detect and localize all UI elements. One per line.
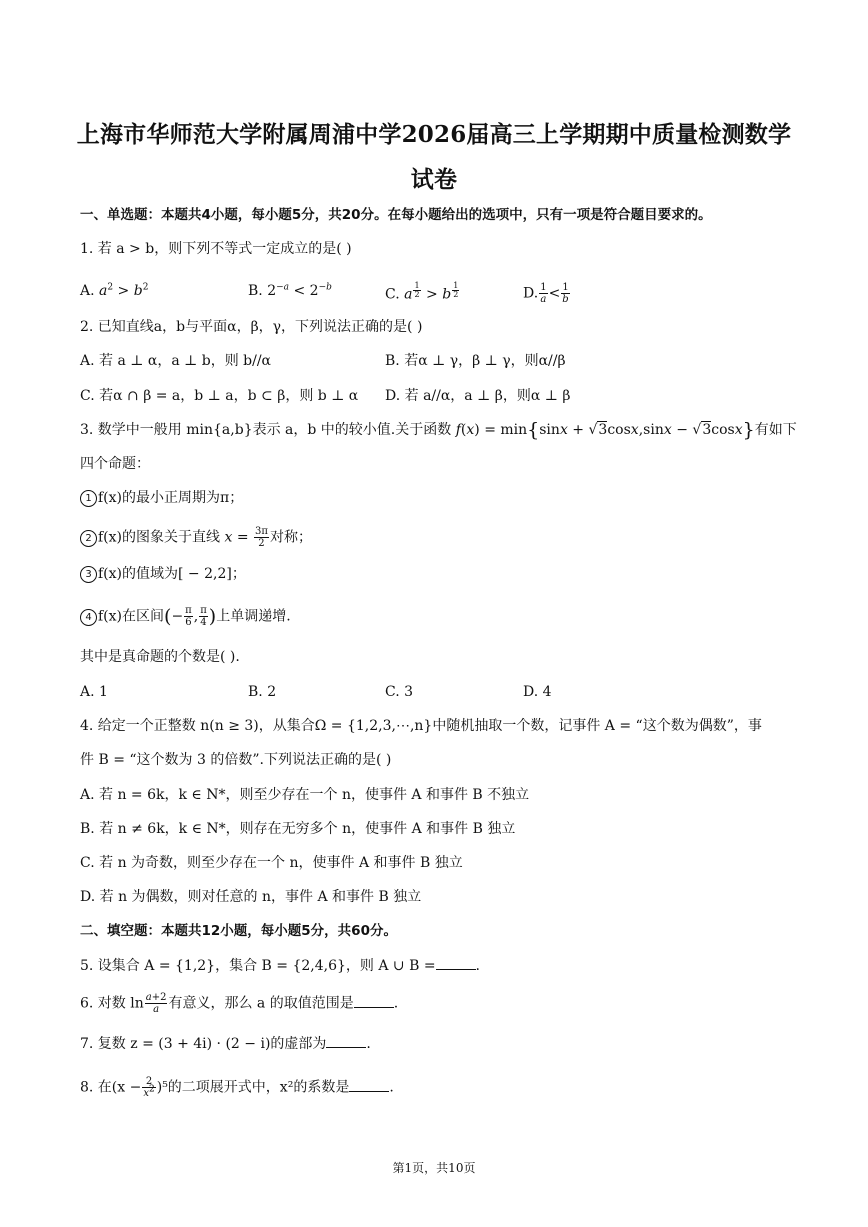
question-1-option-a: A. $a^2 > b^2$ (80, 282, 149, 299)
answer-blank (354, 994, 394, 1008)
page-title-continued: 试卷 (410, 166, 458, 193)
question-3-option-b: B. 2 (248, 684, 277, 700)
question-3-stem-continued: 四个命题： (80, 456, 150, 472)
question-4-option-d: D. 若 n 为偶数，则对任意的 n，事件 A 和事件 B 独立 (80, 889, 422, 905)
proposition-1: 1 f(x)的最小正周期为π； (80, 489, 243, 507)
question-3-ask: 其中是真命题的个数是( ). (80, 649, 240, 665)
question-8: 8. 在(x − $\frac{2}{x^2}$ )⁵的二项展开式中，x²的系数是 . (80, 1076, 394, 1099)
section-heading-single-choice: 一、单选题：本题共4小题，每小题5分，共20分。在每小题给出的选项中，只有一项是符合题目要求的。 (80, 207, 712, 223)
question-4-option-b: B. 若 n ≠ 6k，k ∈ N*，则存在无穷多个 n，使事件 A 和事件 B 独立 (80, 821, 516, 837)
question-1-option-c: C. a $^{\frac{1}{2}}$ > b $^{\frac{1}{2}}$ (385, 281, 459, 303)
proposition-2: 2 f(x)的图象关于直线 x = $\frac{3\pi}{2}$ 对称； (80, 526, 312, 549)
circled-three-icon: 3 (80, 566, 97, 583)
circled-two-icon: 2 (80, 530, 97, 547)
function-definition: f (455, 422, 461, 438)
question-2-option-b: B. 若α ⊥ γ，β ⊥ γ，则α//β (385, 353, 566, 369)
question-3-option-d: D. 4 (523, 684, 552, 700)
question-4-stem: 4. 给定一个正整数 n(n ≥ 3)，从集合Ω = {1,2,3,⋯,n}中随机抽取一个数，记事件 A = “这个数为偶数”，事 (80, 718, 762, 734)
question-4-option-a: A. 若 n = 6k，k ∈ N*，则至少存在一个 n，使事件 A 和事件 B 不独立 (80, 787, 530, 803)
answer-blank (326, 1034, 366, 1048)
question-5: 5. 设集合 A = {1,2}，集合 B = {2,4,6}，则 A ∪ B = . (80, 958, 480, 974)
question-1-stem: 1. 若 a > b，则下列不等式一定成立的是( ) (80, 241, 352, 257)
question-4-stem-continued: 件 B = “这个数为 3 的倍数”.下列说法正确的是( ) (80, 752, 392, 768)
question-7: 7. 复数 z = (3 + 4i) · (2 − i)的虚部为 . (80, 1036, 371, 1052)
question-2-option-c: C. 若α ∩ β = a，b ⊥ a，b ⊂ β，则 b ⊥ α (80, 388, 359, 404)
question-3-option-a: A. 1 (80, 684, 108, 700)
proposition-3: 3 f(x)的值域为[ − 2,2]； (80, 565, 246, 583)
question-1-option-b: B. $2^{-a} < 2^{-b}$ (248, 282, 332, 299)
answer-blank (436, 956, 476, 970)
page-title: 上海市华师范大学附属周浦中学2026届高三上学期期中质量检测数学 (76, 121, 792, 148)
question-4-option-c: C. 若 n 为奇数，则至少存在一个 n，使事件 A 和事件 B 独立 (80, 855, 463, 871)
circled-one-icon: 1 (80, 490, 97, 507)
circled-four-icon: 4 (80, 609, 97, 626)
question-6: 6. 对数 ln $\frac{a+2}{a}$ 有意义，那么 a 的取值范围是 . (80, 992, 399, 1015)
section-heading-fill-blank: 二、填空题：本题共12小题，每小题5分，共60分。 (80, 923, 397, 939)
question-2-option-a: A. 若 a ⊥ α，a ⊥ b，则 b//α (80, 353, 272, 369)
answer-blank (349, 1078, 389, 1092)
question-1-option-d: D. $\frac{1}{a}$ < $\frac{1}{b}$ (523, 282, 569, 305)
question-3-stem: 3. 数学中一般用 min{a,b}表示 a，b 中的较小值.关于函数 f(x) = min{sinx + √3cosx,sinx − √3cosx}有如下 (80, 419, 797, 441)
question-2-option-d: D. 若 a//α，a ⊥ β，则α ⊥ β (385, 388, 571, 404)
question-2-stem: 2. 已知直线a，b与平面α，β，γ，下列说法正确的是( ) (80, 319, 423, 335)
question-3-option-c: C. 3 (385, 684, 414, 700)
page-footer: 第1页，共10页 (392, 1161, 476, 1175)
proposition-4: 4 f(x)在区间(− $\frac{\pi}{6}$ , $\frac{\pi}{4}$ )上单调递增. (80, 605, 291, 628)
